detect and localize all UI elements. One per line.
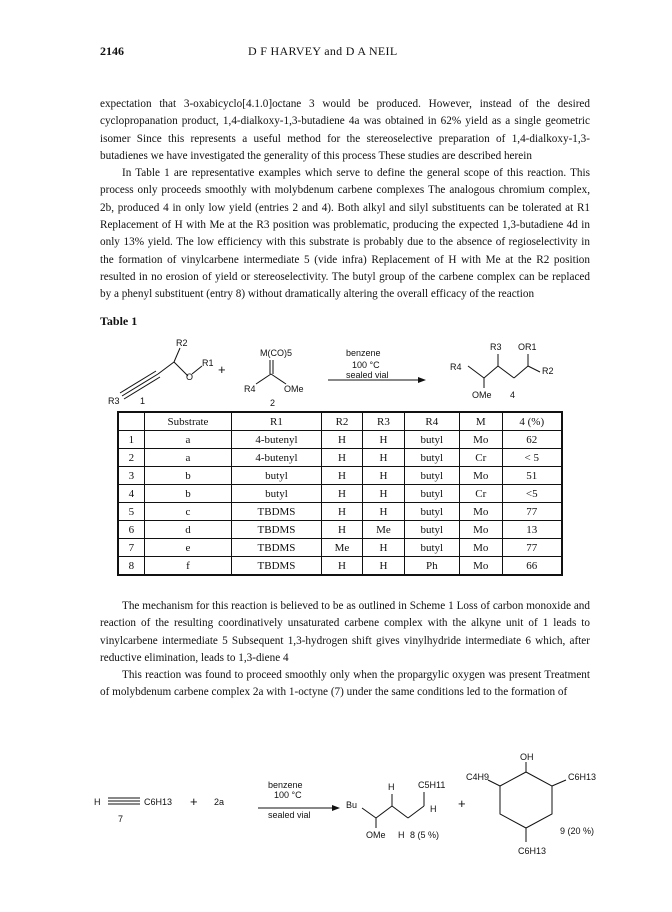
label-c6h13-alkyne: C6H13 (144, 797, 173, 807)
label-ome-2: OMe (366, 830, 386, 840)
paragraph-block-1 (100, 96, 590, 304)
cell: H (321, 503, 362, 521)
table-header-row (118, 412, 562, 431)
cell: TBDMS (232, 503, 322, 521)
table-row (118, 503, 562, 521)
cell: 6 (118, 521, 144, 539)
cell: butyl (404, 521, 459, 539)
product-r2: R2 (542, 366, 554, 376)
cell: Mo (460, 521, 503, 539)
cell: <5 (502, 485, 562, 503)
cell: 1 (118, 431, 144, 449)
cell: TBDMS (232, 557, 322, 576)
cell: d (144, 521, 231, 539)
cell: butyl (404, 503, 459, 521)
cell: 5 (118, 503, 144, 521)
cell: 8 (118, 557, 144, 576)
scheme-2-reaction (0, 752, 672, 878)
label-c4h9: C4H9 (466, 772, 490, 782)
product-ome: OMe (472, 390, 492, 400)
header-r2: R2 (321, 412, 362, 431)
cell: butyl (232, 485, 322, 503)
vessel-label: sealed vial (346, 370, 389, 380)
cell: 66 (502, 557, 562, 576)
cell: 77 (502, 539, 562, 557)
paragraph-table-discussion: In Table 1 are representative examples which serve to define the general scope of this reaction. This process only proceeds smoothly with molybdenum carbene complexes The analogous chromium complex, 2b, produced 4 in only low yield (entries 2 and 4). Both alkyl and silyl substituents can be tolerated at R1 Replacement of H with Me at the R3 position was problematic, producing the expected 1,3-butadiene 4d in only 13% yield. The low efficiency with this substrate is probably due to the absence of regioselectivity in the formation of vinylcarbene intermediate 5 (vide infra) Replacement of H with Me at the R2 position resulted in no erosion of yield or stereoselectivity. The butyl group of the carbene complex can be replaced by a phenyl substituent (entry 8) without dramatically altering the overall efficacy of the reaction (100, 167, 590, 301)
cell: 3 (118, 467, 144, 485)
table-label: Table 1 (100, 314, 138, 328)
label-c6h13-para: C6H13 (518, 846, 547, 856)
cell: c (144, 503, 231, 521)
cell: 4-butenyl (232, 449, 322, 467)
cell: Cr (460, 485, 503, 503)
label-c6h13-ring: C6H13 (568, 772, 597, 782)
cell: a (144, 449, 231, 467)
header-entry (118, 412, 144, 431)
cell: H (363, 503, 404, 521)
label-ome: OMe (284, 384, 304, 394)
plus-sign: + (218, 362, 226, 377)
solvent-label: benzene (346, 348, 381, 358)
page-number: 2146 (100, 44, 124, 58)
table-row (118, 485, 562, 503)
header-r4: R4 (404, 412, 459, 431)
header-yield: 4 (%) (502, 412, 562, 431)
cell: H (363, 557, 404, 576)
header-m: M (460, 412, 503, 431)
cell: TBDMS (232, 521, 322, 539)
table-row (118, 467, 562, 485)
cell: H (363, 539, 404, 557)
label-r2: R2 (176, 338, 188, 348)
label-h-right: H (430, 804, 437, 814)
paragraph-intro: expectation that 3-oxabicyclo[4.1.0]octane 3 would be produced. However, instead of the desired cyclopropanation product, 1,4-dialkoxy-1,3-butadiene 4a was obtained in 62% yield as a single geometric isomer Since this represents a useful method for the stereoselective preparation of 1,4-dialkoxy-1,3-butadienes we have investigated the generality of this process These studies are described herein (100, 98, 590, 162)
paragraph-observation: This reaction was found to proceed smoothly only when the propargylic oxygen was present Treatment of molybdenum carbene complex 2a with 1-octyne (7) under the same conditions led to the formation of (100, 669, 590, 699)
product-r3: R3 (490, 342, 502, 352)
running-authors: D F HARVEY and D A NEIL (248, 44, 398, 58)
label-oh: OH (520, 752, 534, 762)
table-row (118, 521, 562, 539)
cell: 4-butenyl (232, 431, 322, 449)
label-h-bottom: H (398, 830, 405, 840)
cell: H (363, 449, 404, 467)
cell: butyl (404, 467, 459, 485)
cell: Ph (404, 557, 459, 576)
cell: butyl (232, 467, 322, 485)
cell: Me (321, 539, 362, 557)
table-row (118, 449, 562, 467)
cell: 2 (118, 449, 144, 467)
cell: butyl (404, 485, 459, 503)
compound-1-label: 1 (140, 396, 146, 406)
table-1 (117, 411, 563, 576)
cell: Mo (460, 431, 503, 449)
label-o: O (186, 372, 194, 382)
label-c5h11: C5H11 (418, 780, 446, 790)
cell: Mo (460, 539, 503, 557)
solvent-label-2: benzene (268, 780, 303, 790)
cell: 4 (118, 485, 144, 503)
compound-7-label: 7 (118, 814, 124, 824)
header-r1: R1 (232, 412, 322, 431)
cell: Cr (460, 449, 503, 467)
plus-sign-1: + (190, 794, 198, 809)
paragraph-mechanism: The mechanism for this reaction is believed to be as outlined in Scheme 1 Loss of carbon monoxide and reaction of the resulting coordinatively unsaturated carbene complex with the alkyne unit of 1 leads to vinylcarbene intermediate 5 Subsequent 1,3-hydrogen shift gives vinylhydride intermediate 6 which, after reductive elimination, leads to 1,3-diene 4 (100, 600, 590, 664)
cell: H (321, 557, 362, 576)
cell: 13 (502, 521, 562, 539)
cell: TBDMS (232, 539, 322, 557)
cell: H (321, 431, 362, 449)
compound-8-label: 8 (5 %) (410, 830, 440, 840)
cell: e (144, 539, 231, 557)
header-r3: R3 (363, 412, 404, 431)
cell: H (321, 449, 362, 467)
cell: < 5 (502, 449, 562, 467)
cell: Mo (460, 503, 503, 521)
temperature-label: 100 °C (352, 360, 380, 370)
cell: H (321, 467, 362, 485)
temperature-label-2: 100 °C (274, 790, 302, 800)
cell: H (363, 467, 404, 485)
cell: H (321, 485, 362, 503)
cell: Mo (460, 467, 503, 485)
label-bu: Bu (346, 800, 358, 810)
cell: Mo (460, 557, 503, 576)
label-r4: R4 (244, 384, 256, 394)
cell: 51 (502, 467, 562, 485)
label-h-alkyne: H (94, 797, 101, 807)
table-row (118, 557, 562, 576)
label-h-top: H (388, 782, 395, 792)
paragraph-block-2 (100, 598, 590, 702)
vessel-label-2: sealed vial (268, 810, 311, 820)
compound-9-label: 9 (20 %) (560, 826, 595, 836)
product-or1: OR1 (518, 342, 537, 352)
cell: 62 (502, 431, 562, 449)
cell: 77 (502, 503, 562, 521)
label-r1: R1 (202, 358, 214, 368)
scheme-1-reaction (100, 336, 580, 408)
cell: f (144, 557, 231, 576)
cell: b (144, 467, 231, 485)
cell: 7 (118, 539, 144, 557)
header-substrate: Substrate (144, 412, 231, 431)
table-row (118, 431, 562, 449)
cell: a (144, 431, 231, 449)
product-r4: R4 (450, 362, 462, 372)
cell: H (363, 485, 404, 503)
cell: butyl (404, 431, 459, 449)
compound-2-label: 2 (270, 398, 276, 408)
label-2a: 2a (214, 797, 225, 807)
label-r3: R3 (108, 396, 120, 406)
cell: H (321, 521, 362, 539)
cell: b (144, 485, 231, 503)
cell: butyl (404, 449, 459, 467)
cell: Me (363, 521, 404, 539)
compound-4-label: 4 (510, 390, 516, 400)
plus-sign-2: + (458, 796, 466, 811)
cell: butyl (404, 539, 459, 557)
table-row (118, 539, 562, 557)
cell: H (363, 431, 404, 449)
label-mco5: M(CO)5 (260, 348, 292, 358)
running-header (100, 44, 572, 62)
